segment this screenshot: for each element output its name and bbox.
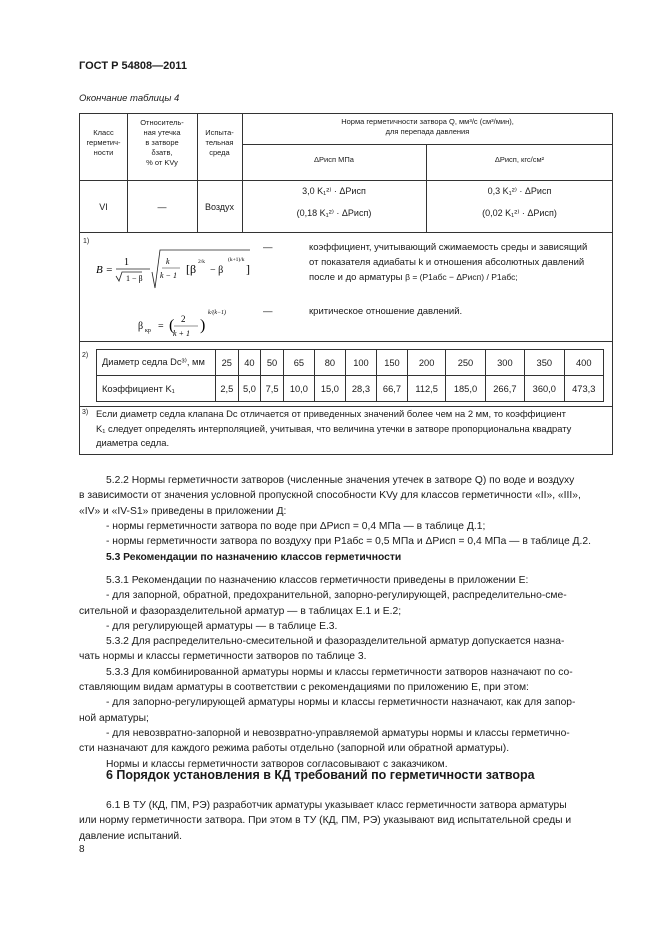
diameter-cell: 100 — [345, 350, 376, 376]
svg-text:k/(k−1): k/(k−1) — [208, 310, 227, 316]
k1-table — [96, 349, 604, 402]
svg-text:2: 2 — [181, 314, 186, 324]
coefficient-cell: 5,0 — [238, 376, 261, 402]
svg-text:k + 1: k + 1 — [173, 329, 190, 338]
beta-text: критическое отношение давлений. — [309, 306, 463, 317]
beta-dash: — — [263, 306, 273, 317]
coefficient-label: Коэффициент K₁ — [97, 376, 216, 402]
svg-text:− β: − β — [210, 265, 224, 276]
coefficient-cell: 473,3 — [564, 376, 604, 402]
svg-text:k: k — [166, 257, 170, 266]
norm-mpa-1: 3,0 K₁²⁾ · ΔPисп — [302, 186, 366, 196]
svg-text:1 − β: 1 − β — [126, 274, 143, 283]
norm-kgs-2: (0,02 K₁²⁾ · ΔPисп) — [482, 208, 557, 218]
formula-beta-kp — [136, 306, 232, 344]
formula-b — [92, 246, 252, 298]
col-norm-header: Норма герметичности затвора Q, мм³/с (см³/мин), для перепада давления — [341, 117, 514, 136]
norm-mpa-2: (0,18 K₁²⁾ · ΔPисп) — [296, 208, 372, 218]
note-3-text: Если диаметр седла клапана Dc отличается от приведенных значений более чем на 2 мм, то коэффициент K₁ следует определять интерполяцией, учитывая, что величина утечки в затворе пропорциональна квадрату диаметра седла. — [96, 408, 572, 448]
diameter-cell: 200 — [408, 350, 446, 376]
diameter-row — [97, 350, 604, 376]
coefficient-row — [97, 376, 604, 402]
svg-text:(k+1)/k: (k+1)/k — [228, 257, 245, 263]
note-1-text: коэффициент, учитывающий сжимаемость среды и зависящий от показателя адиабаты k и отношения абсолютных давлений после и до арматуры β = (P1абс − ΔPисп) / P1абс; — [309, 242, 588, 283]
svg-text:2/k: 2/k — [198, 259, 206, 265]
coefficient-cell: 185,0 — [446, 376, 485, 402]
table-caption: Окончание таблицы 4 — [79, 93, 180, 104]
col-mpa-header: ΔPисп МПа — [314, 155, 354, 164]
medium-value: Воздух — [204, 202, 235, 212]
coefficient-cell: 28,3 — [345, 376, 376, 402]
coefficient-cell: 66,7 — [376, 376, 407, 402]
coefficient-cell: 7,5 — [261, 376, 284, 402]
svg-text:1: 1 — [124, 257, 129, 268]
svg-text:β: β — [138, 321, 144, 332]
diameter-cell: 50 — [261, 350, 284, 376]
diameter-cell: 80 — [314, 350, 345, 376]
class-vi: VI — [99, 202, 108, 212]
col-leak-header: Относитель- ная утечка в затворе δзатв, % от KVy — [140, 118, 184, 167]
diameter-cell: 40 — [238, 350, 261, 376]
para-6-1: 6.1 В ТУ (КД, ПМ, РЭ) разработчик арматуры указывает класс герметичности затвора арматуры или норму герметичности затвора. При этом в ТУ (КД, ПМ, РЭ) указывают вид испытательной среды и давление испытаний. — [79, 800, 572, 842]
note-2-mark: 2) — [82, 352, 89, 359]
para-5-2-2: 5.2.2 Нормы герметичности затворов (численные значения утечек в затворе Q) по воде и воздуху в зависимости от значения условной пропускной способности KVy для классов герметичности «II», «III», «IV» и «IV-S1» приведены в приложении Д: - нормы герметичности затвора по воде при ΔPисп = 0,4 МПа — в таблице Д.1; - нормы герметичности затвора по воздуху при P1абс = 0,5 МПа и ΔPисп = 0,4 МПа — в таблице Д.2. — [79, 475, 591, 548]
svg-text:B =: B = — [96, 264, 113, 276]
svg-text:): ) — [200, 317, 206, 334]
col-class-header: Класс герметич- ности — [86, 128, 121, 157]
col-medium-header: Испыта- тельная среда — [205, 128, 234, 157]
diameter-cell: 65 — [283, 350, 314, 376]
coefficient-cell: 360,0 — [525, 376, 564, 402]
coefficient-cell: 2,5 — [216, 376, 239, 402]
coefficient-cell: 112,5 — [408, 376, 446, 402]
svg-text:кр: кр — [145, 328, 151, 334]
coefficient-cell: 15,0 — [314, 376, 345, 402]
para-5-3: 5.3.1 Рекомендации по назначению классов герметичности приведены в приложении Е: - для запорной, обратной, предохранительной, запорно-регулирующей, распределительно-сме- сительной и фазоразделительной арматур — в таблицах Е.1 и Е.2; - для регулирующей арматуры — в таблице Е.3. 5.3.2 Для распределительно-смесительной и фазоразделительной арматур допускается назна- чать нормы и классы герметичности затворов по таблице 3. 5.3.3 Для комбинированной арматуры нормы и классы герметичности затворов назначают по со- ставляющим видам арматуры в соответствии с рекомендациями по приложению Е, при этом: - для запорно-регулирующей арматуры нормы и классы герметичности назначают, как для запор- ной арматуры; - для невозвратно-запорной и невозвратно-управляемой арматуры нормы и классы герметично- сти назначают для каждого режима работы отдельно (запорной или обратной арматуры). Нормы и классы герметичности затворов согласовывают с заказчиком. — [79, 575, 576, 770]
diameter-label: Диаметр седла Dc³⁾, мм — [97, 350, 216, 376]
diameter-cell: 350 — [525, 350, 564, 376]
diameter-cell: 25 — [216, 350, 239, 376]
col-kgs-header: ΔPисп, кгс/см² — [494, 155, 545, 164]
note-1-dash: — — [263, 242, 273, 253]
page-number: 8 — [79, 844, 85, 855]
heading-6: 6 Порядок установления в КД требований по герметичности затвора — [106, 768, 535, 782]
svg-text:[β: [β — [186, 262, 197, 276]
diameter-cell: 250 — [446, 350, 485, 376]
coefficient-cell: 266,7 — [485, 376, 524, 402]
document-code: ГОСТ Р 54808—2011 — [79, 60, 187, 72]
coefficient-cell: 10,0 — [283, 376, 314, 402]
leak-value: — — [157, 202, 167, 212]
norm-kgs-1: 0,3 K₁²⁾ · ΔPисп — [487, 186, 552, 196]
note-1-mark: 1) — [83, 238, 90, 245]
diameter-cell: 400 — [564, 350, 604, 376]
diameter-cell: 150 — [376, 350, 407, 376]
heading-5-3: 5.3 Рекомендации по назначению классов герметичности — [106, 552, 402, 563]
svg-text:=: = — [158, 321, 164, 332]
diameter-cell: 300 — [485, 350, 524, 376]
note-3-mark: 3) — [82, 409, 89, 416]
svg-text:k − 1: k − 1 — [160, 271, 177, 280]
svg-text:(: ( — [169, 317, 175, 334]
svg-text:]: ] — [246, 262, 250, 276]
